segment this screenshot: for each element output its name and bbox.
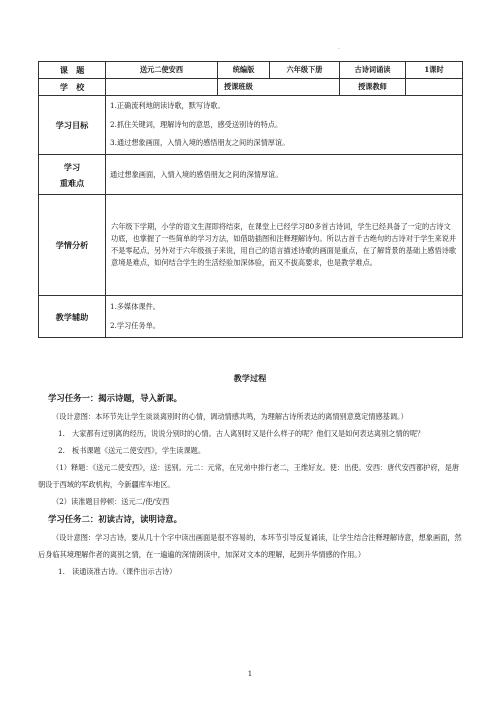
teacher-label: 授课教师 bbox=[340, 79, 406, 96]
grade: 六年级下册 bbox=[270, 62, 340, 79]
task1-design: （设计意图：本环节先让学生谈谈离别时的心情，调动情感共鸣，为理解古诗所表达的离情别意奠定情感基调。） bbox=[52, 412, 408, 421]
aid-item: 1.多媒体课件。 bbox=[110, 302, 160, 311]
page-number: 1 bbox=[247, 670, 253, 678]
teacher-value bbox=[406, 79, 463, 96]
aids-content bbox=[106, 296, 463, 338]
objective-item: 1.正确流利地朗读诗歌，默写诗歌。 bbox=[110, 101, 225, 111]
key-points-label-line1: 学习 bbox=[63, 161, 81, 172]
unit-type: 古诗词诵读 bbox=[340, 62, 406, 79]
class-label: 授课班级 bbox=[218, 79, 340, 96]
school-label: 学 校 bbox=[39, 79, 106, 96]
course-title: 送元二使安西 bbox=[106, 62, 218, 79]
task1-step1: 1. 大家都有过别离的经历，说说分别时的心情。古人离别时又是什么样子的呢？他们又是如何表达离别之情的呢？ bbox=[58, 429, 425, 438]
aids-label: 教学辅助 bbox=[39, 296, 106, 338]
objective-item: 2.抓住关键词，理解诗句的意思，感受送别诗的特点。 bbox=[110, 119, 283, 129]
process-title: 教学过程 bbox=[233, 373, 267, 383]
key-points-label-line2: 重难点 bbox=[59, 177, 85, 188]
key-points-label bbox=[39, 155, 106, 195]
school-row bbox=[39, 79, 463, 96]
objectives-row bbox=[39, 96, 463, 155]
task1-step2-b: （2）读准题目停顿：送元二/使/安西 bbox=[52, 497, 170, 506]
analysis-text: 六年级下学期，小学的语文生涯即将结束，在课堂上已经学习80多首古诗词，学生已经具备了一定的古诗文功底，也掌握了一些简单的学习方法，如借助插图和注释理解诗句。所以古首千古绝句的古诗对于学生来说并不是零起点，另外对于六年级孩子来说，用自己的语言描述诗歌的画面是重点，在了解背景的基础上感悟诗歌意境是难点，如何结合学生的生活经验加深体验，而又不拔高要求，也是教学难点。 bbox=[106, 195, 463, 296]
analysis-label: 学情分析 bbox=[39, 195, 106, 296]
task2-title: 学习任务二：初读古诗，读明诗意。 bbox=[48, 514, 182, 524]
aid-item: 2.学习任务单。 bbox=[110, 320, 160, 330]
objective-item: 3.通过想象画面，入情入境的感悟朋友之间的深情厚谊。 bbox=[110, 138, 290, 148]
class-hours: 1课时 bbox=[406, 62, 463, 79]
header-row bbox=[39, 62, 463, 79]
task1-step2-a: （1）释题：《送元二使安西》，送：送别。元二：元常，在兄弟中排行老二，王维好友。使：出使。安西：唐代安西都护府，是唐朝设于西域的军政机构，今新疆库车地区。 bbox=[38, 463, 460, 489]
task1-title: 学习任务一：揭示诗题，导入新课。 bbox=[48, 393, 182, 403]
course-label: 课 题 bbox=[39, 62, 106, 79]
edition: 统编版 bbox=[218, 62, 270, 79]
school-value bbox=[106, 79, 218, 96]
key-points-text: 通过想象画面，入情入境的感悟朋友之间的深情厚谊。 bbox=[106, 155, 463, 195]
stray-mark: · bbox=[338, 46, 340, 53]
lesson-plan-table bbox=[38, 61, 463, 338]
task2-design: （设计意图：学习古诗，要从几十个字中读出画面是很不容易的，本环节引导反复诵读，让学生结合注释理解诗意，想象画面，然后身临其境理解作者的离别之情，在一遍遍的深情朗读中，加深对文本的理解，起到升华情感的作用。） bbox=[38, 533, 462, 559]
aids-row bbox=[39, 296, 463, 338]
objectives-content bbox=[106, 96, 463, 155]
objectives-label: 学习目标 bbox=[39, 96, 106, 155]
key-points-row bbox=[39, 155, 463, 195]
task2-step1: 1. 读通读准古诗。（课件出示古诗） bbox=[58, 567, 177, 576]
analysis-row bbox=[39, 195, 463, 296]
task1-step2: 2. 板书课题《送元二使安西》，学生读课题。 bbox=[58, 446, 206, 455]
teaching-process bbox=[38, 370, 462, 580]
